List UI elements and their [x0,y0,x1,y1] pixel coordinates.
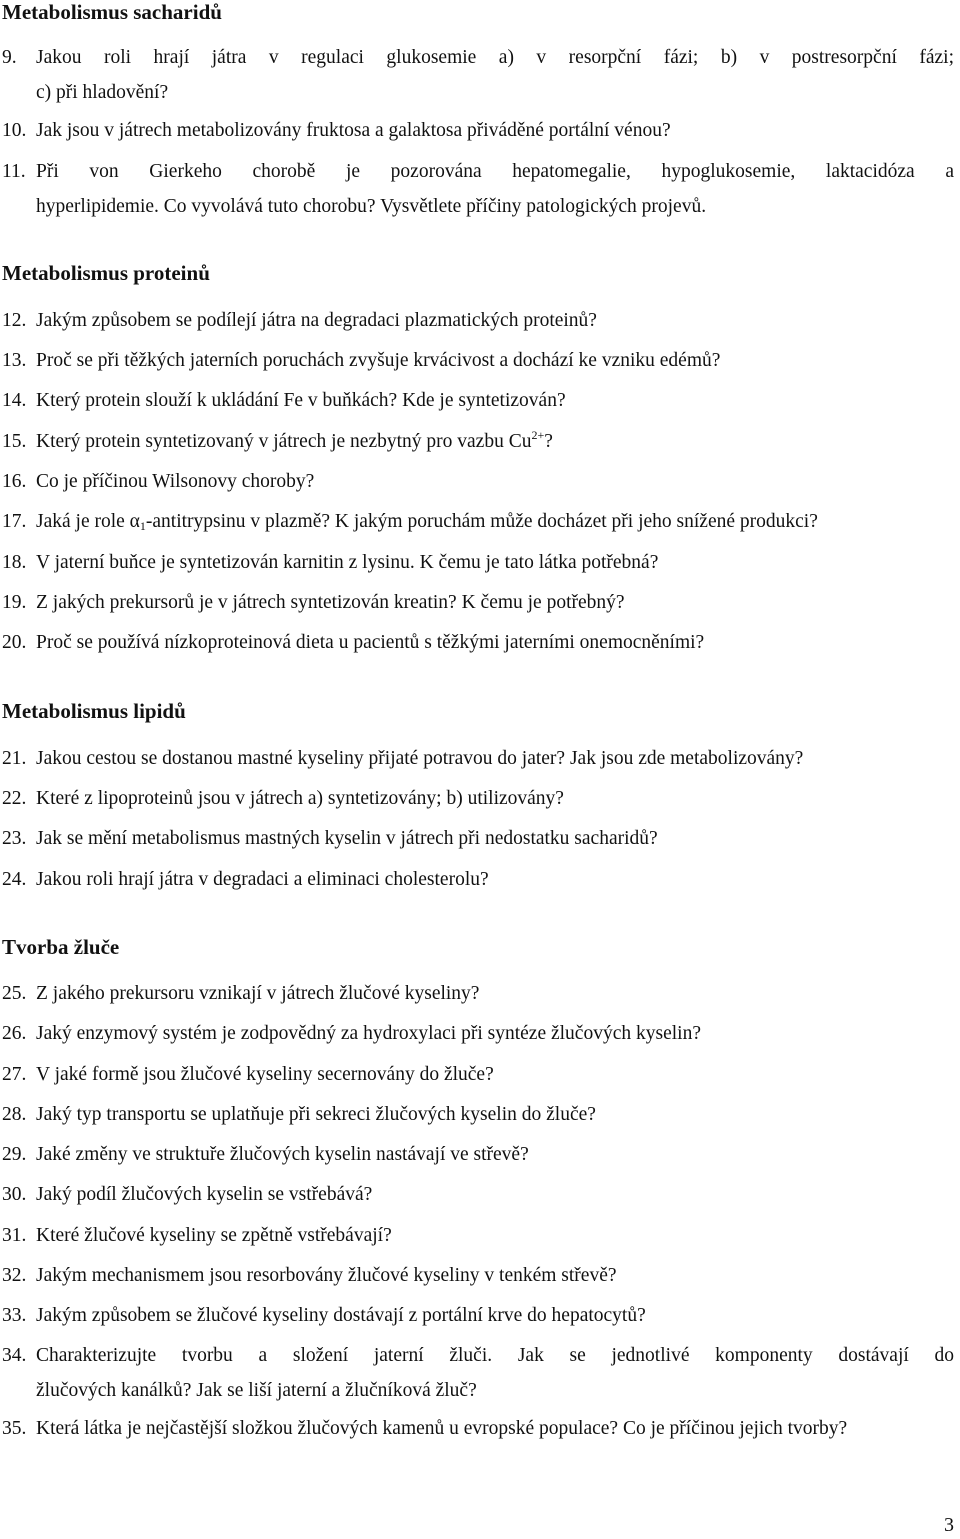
question-number: 14. [2,390,27,411]
question-text: Která látka je nejčastější složkou žlučových kamenů u evropské populace? Co je příčinou jejich tvorby? [36,1418,848,1439]
question-text: Jaký podíl žlučových kyselin se vstřebává? [36,1184,373,1205]
question-17: 17. Jaká je role $\alpha_1$-antitrypsinu v plazmě? K jakým poruchám může docházet při jeho snížené produkci? [2,504,954,539]
question-text: Který protein slouží k ukládání Fe v buňkách? Kde je syntetizován? [36,390,566,411]
question-text: Jaké změny ve struktuře žlučových kyselin nastávají ve střevě? [36,1144,529,1165]
question-text: Jakým mechanismem jsou resorbovány žlučové kyseliny v tenkém střevě? [36,1265,617,1286]
question-number: 11. [2,161,26,182]
question-20 [2,625,954,660]
question-number: 20. [2,632,27,653]
superscript-charge: 2+ [531,428,545,442]
question-number: 23. [2,828,27,849]
question-26 [2,1016,954,1051]
question-31 [2,1218,954,1253]
question-text: Proč se při těžkých jaterních poruchách zvyšuje krvácivost a dochází ke vzniku edémů? [36,350,721,371]
question-text: Jakou roli hrají játra v degradaci a eliminaci cholesterolu? [36,869,489,890]
question-27 [2,1057,954,1092]
page-number: 3 [944,1514,954,1536]
question-12 [2,303,954,338]
question-number: 15. [2,431,27,452]
section-title-proteins: Metabolismus proteinů [2,261,210,285]
question-text-continuation: hyperlipidemie. Co vyvolává tuto chorobu? Vysvětlete příčiny patologických projevů. [36,196,707,217]
question-number: 17. [2,511,27,532]
question-text: Při von Gierkeho chorobě je pozorována hepatomegalie, hypoglukosemie, laktacidóza a [36,161,954,182]
question-13 [2,343,954,378]
question-number: 32. [2,1265,27,1286]
question-text: Jak se mění metabolismus mastných kyselin v játrech při nedostatku sacharidů? [36,828,658,849]
question-34 [2,1338,954,1408]
question-number: 26. [2,1023,27,1044]
question-number: 10. [2,120,27,141]
question-text: Co je příčinou Wilsonovy choroby? [36,471,315,492]
question-text: Jaká je role α [36,511,140,532]
section-title-lipids: Metabolismus lipidů [2,699,186,723]
question-28 [2,1097,954,1132]
question-number: 29. [2,1144,27,1165]
question-text: V jaterní buňce je syntetizován karnitin z lysinu. K čemu je tato látka potřebná? [36,552,659,573]
question-text: Z jakých prekursorů je v játrech syntetizován kreatin? K čemu je potřebný? [36,592,625,613]
question-33 [2,1298,954,1333]
question-number: 35. [2,1418,27,1439]
question-text: Z jakého prekursoru vznikají v játrech žlučové kyseliny? [36,983,480,1004]
question-19 [2,585,954,620]
question-text: Jak jsou v játrech metabolizovány fruktosa a galaktosa přiváděné portální vénou? [36,120,671,141]
question-number: 9. [2,47,17,68]
question-10 [2,113,954,148]
question-number: 16. [2,471,27,492]
question-number: 27. [2,1064,27,1085]
question-number: 19. [2,592,27,613]
question-number: 13. [2,350,27,371]
question-number: 24. [2,869,27,890]
question-21 [2,741,954,776]
question-number: 25. [2,983,27,1004]
question-35 [2,1411,954,1446]
question-text: Jakou roli hrají játra v regulaci glukosemie a) v resorpční fázi; b) v postresorpční fázi; [36,47,954,68]
question-number: 21. [2,748,27,769]
question-18 [2,545,954,580]
question-16 [2,464,954,499]
question-22 [2,781,954,816]
question-text-continuation: c) při hladovění? [36,82,169,103]
question-text: Proč se používá nízkoproteinová dieta u pacientů s těžkými jaterními onemocněními? [36,632,705,653]
question-text: V jaké formě jsou žlučové kyseliny secernovány do žluče? [36,1064,494,1085]
question-number: 31. [2,1225,27,1246]
section-title-saccharides: Metabolismus sacharidů [2,0,222,24]
question-14 [2,383,954,418]
question-number: 28. [2,1104,27,1125]
section-title-bile: Tvorba žluče [2,935,120,959]
question-text: Charakterizujte tvorbu a složení jaterní žluči. Jak se jednotlivé komponenty dostávají do [36,1345,954,1366]
question-text-continuation: žlučových kanálků? Jak se liší jaterní a žlučníková žluč? [36,1380,477,1401]
question-text: Jakým způsobem se žlučové kyseliny dostávají z portální krve do hepatocytů? [36,1305,646,1326]
subscript-index: 1 [139,519,146,533]
question-30 [2,1177,954,1212]
question-number: 22. [2,788,27,809]
question-text: Jaký typ transportu se uplatňuje při sekreci žlučových kyselin do žluče? [36,1104,596,1125]
question-text: Jakou cestou se dostanou mastné kyseliny přijaté potravou do jater? Jak jsou zde metabolizovány? [36,748,804,769]
question-11 [2,154,954,224]
question-text: Jaký enzymový systém je zodpovědný za hydroxylaci při syntéze žlučových kyselin? [36,1023,701,1044]
question-25 [2,976,954,1011]
question-24 [2,862,954,897]
question-text: Které z lipoproteinů jsou v játrech a) syntetizovány; b) utilizovány? [36,788,564,809]
question-text: Jakým způsobem se podílejí játra na degradaci plazmatických proteinů? [36,310,597,331]
question-number: 12. [2,310,27,331]
question-29 [2,1137,954,1172]
question-number: 34. [2,1345,27,1366]
question-number: 30. [2,1184,27,1205]
question-15: 15. Který protein syntetizovaný v játrech je nezbytný pro vazbu $Cu^{2+}$? [2,424,954,459]
question-9 [2,40,954,110]
question-32 [2,1258,954,1293]
question-text: Které žlučové kyseliny se zpětně vstřebávají? [36,1225,392,1246]
question-23 [2,821,954,856]
question-number: 18. [2,552,27,573]
question-text: Který protein syntetizovaný v játrech je nezbytný pro vazbu Cu [36,431,532,452]
question-number: 33. [2,1305,27,1326]
